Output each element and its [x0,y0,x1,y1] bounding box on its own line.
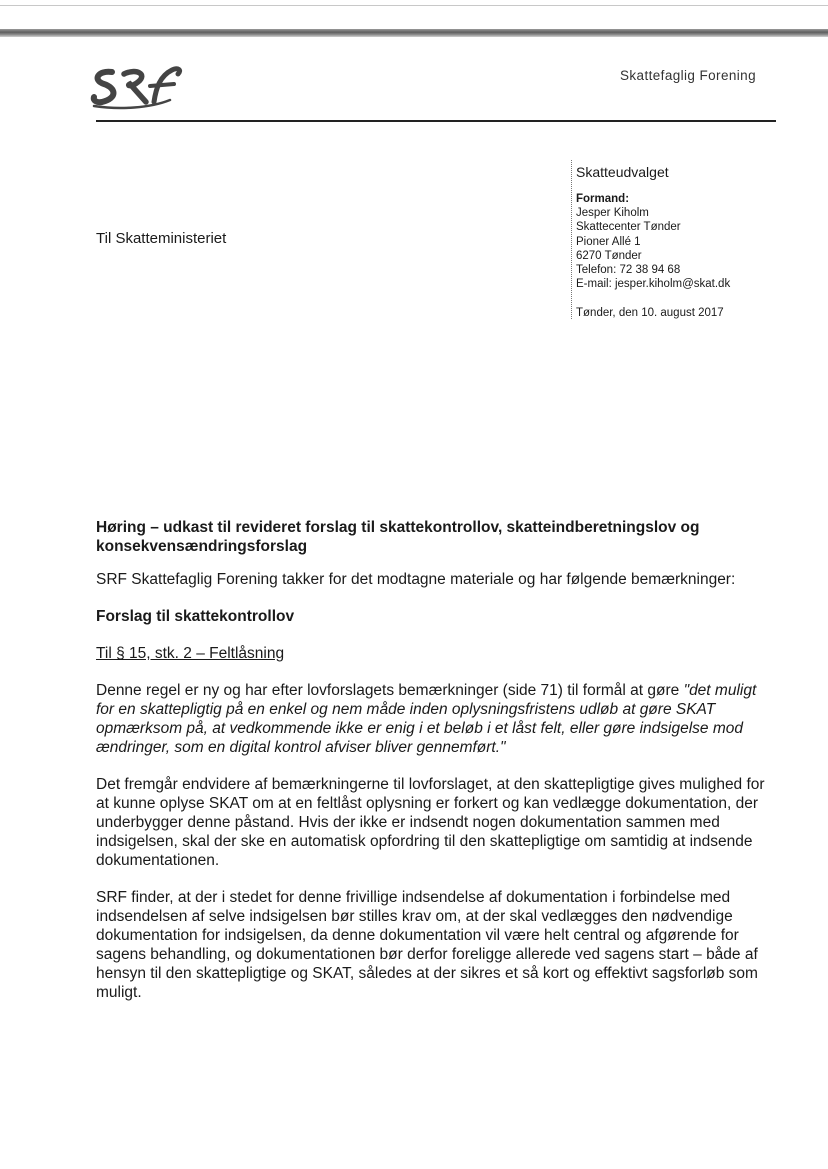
section-title: Forslag til skattekontrollov [96,608,295,625]
sender-block [571,160,806,319]
scan-band [0,29,828,37]
letter-date: Tønder, den 10. august 2017 [576,307,724,320]
scan-line [0,5,828,6]
chair-label: Formand: [576,193,630,205]
paragraph-3: SRF finder, at der i stedet for denne frivillige indsendelse af dokumentation i forbindelse med indsendelsen af selve indsigelsen bør stilles krav om, at der skal vedlægges den nødvendige dokumentation for indsigelsen, da denne dokumentation vil være helt central og afgørende for sagens behandling, og dokumentationen bør derfor foreligge allerede ved sagens start – både af hensyn til den skattepligtige og SKAT, således at der sikres et så kort og effektivt sagsforløb som muligt. [96,889,758,1001]
header-divider [96,120,776,122]
sender-phone: Telefon: 72 38 94 68 [576,264,681,277]
paragraph-1 [96,681,776,757]
paragraph-1-lead: Denne regel er ny og har efter lovforslagets bemærkninger (side 71) til formål at gøre [96,682,680,699]
sender-committee: Skatteudvalget [576,164,669,180]
paragraph-2: Det fremgår endvidere af bemærkningerne til lovforslaget, at den skattepligtige gives mulighed for at kunne oplyse SKAT om at en feltlåst oplysning er forkert og kan vedlægge dokumentation, der underbygger denne påstand. Hvis der ikke er indsendt nogen dokumentation sammen med indsigelsen, skal der ske en automatisk opfordring til den skattepligtige om samtidig at indsende dokumentationen. [96,776,765,869]
intro-paragraph: SRF Skattefaglig Forening takker for det modtagne materiale og har følgende bemærkninger: [96,571,736,588]
srf-logo-icon [90,62,186,112]
letter-body [96,518,776,1020]
org-name: Skattefaglig Forening [620,68,756,83]
sender-city: 6270 Tønder [576,249,642,262]
recipient: Til Skatteministeriet [96,230,227,247]
sender-details [576,192,806,291]
subject-heading: Høring – udkast til revideret forslag til skattekontrollov, skatteindberetningslov og konsekvensændringsforslag [96,519,700,555]
paragraph-1-quote: "det muligt for en skattepligtig på en enkel og nem måde inden oplysningsfristens udløb at gøre SKAT opmærksom på, at vedkommende ikke er enig i et beløb i et låst felt, eller gøre indsigelse mod ændringer, som en digital kontrol afviser bliver gennemført." [96,682,757,756]
sender-street: Pioner Allé 1 [576,235,641,248]
sender-email: E-mail: jesper.kiholm@skat.dk [576,278,731,291]
sender-office: Skattecenter Tønder [576,221,681,234]
scan-border [0,0,828,40]
chair-name: Jesper Kiholm [576,207,649,220]
subsection-title: Til § 15, stk. 2 – Feltlåsning [96,645,285,662]
